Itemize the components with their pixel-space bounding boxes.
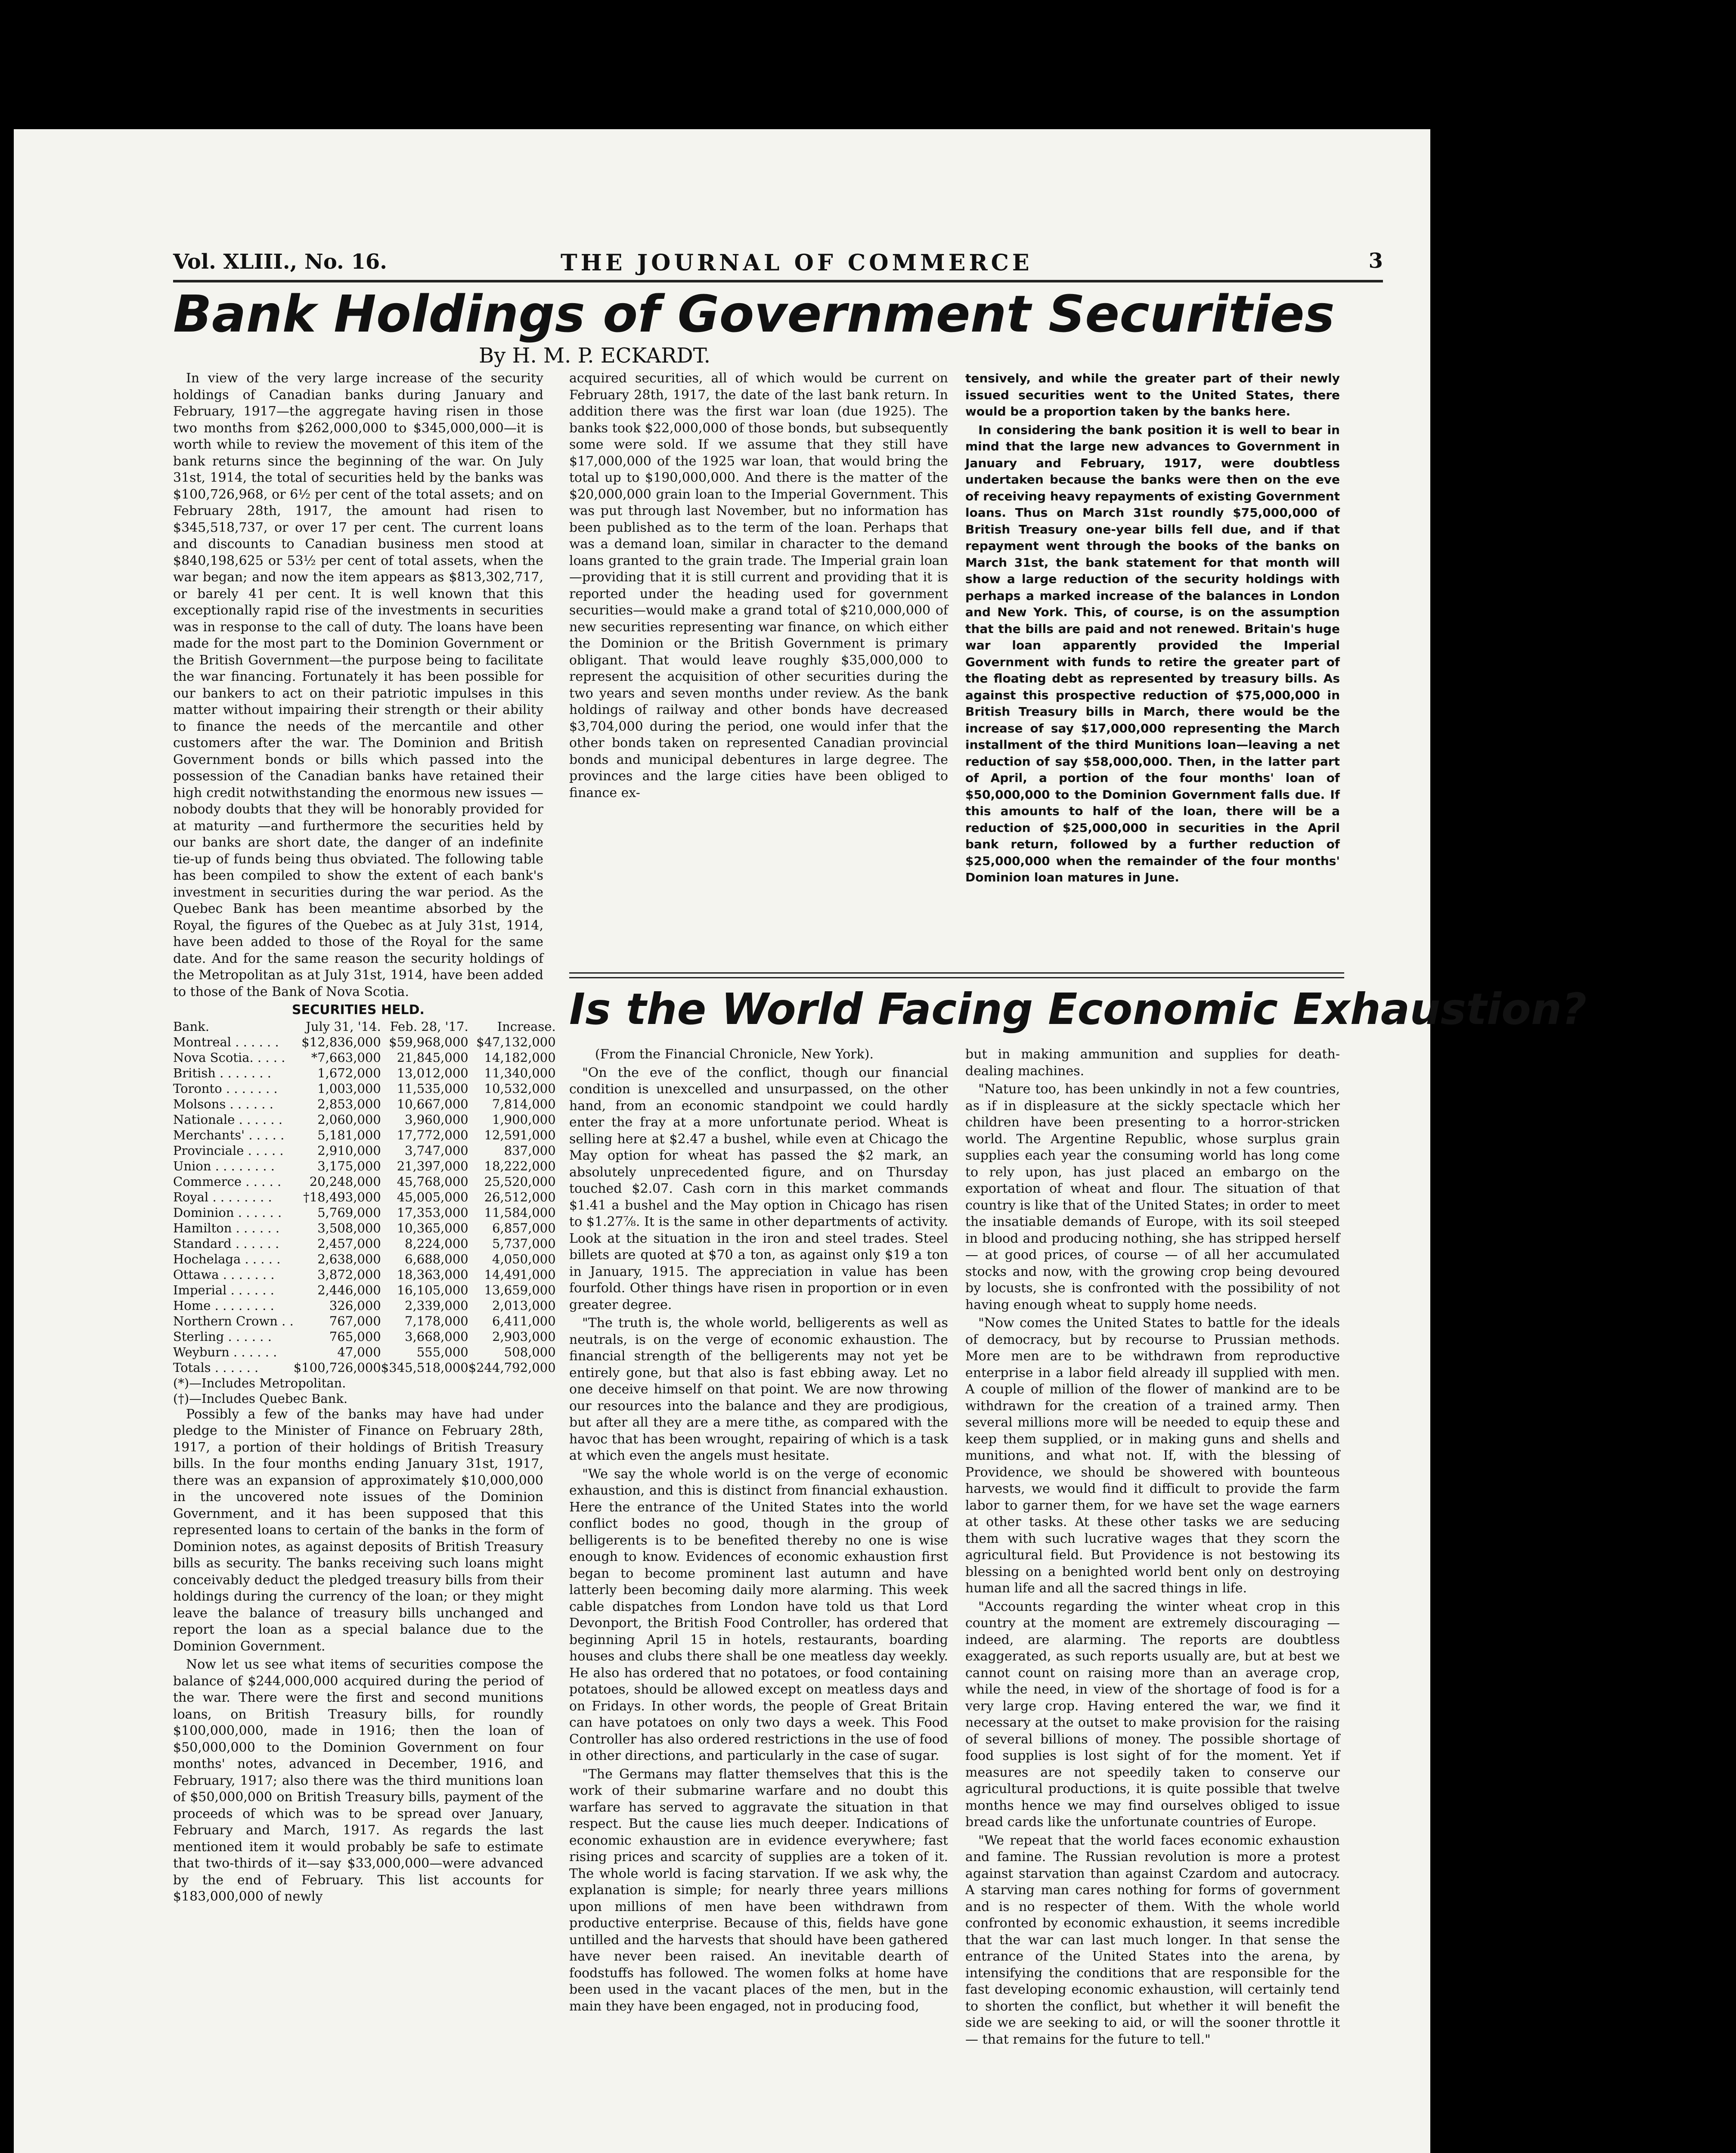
bank-name-cell: Commerce . . . . . [173,1174,282,1189]
page-header [173,245,1383,282]
table-row [173,1050,556,1065]
holding-1917-cell: 21,845,000 [397,1050,468,1065]
table-row [173,1282,556,1298]
increase-cell: 10,532,000 [484,1081,556,1096]
table-row [173,1360,556,1375]
increase-cell: 2,903,000 [492,1329,556,1344]
bank-name-cell: Ottawa . . . . . . . [173,1267,275,1282]
increase-cell: 1,900,000 [492,1112,556,1127]
article2-paragraph-8: "Accounts regarding the winter wheat crop in this country at the moment are extremely discouraging — indeed, are alarming. The reports are doubtless exaggerated, as such reports usually are, but at best we cannot count on raising more than an average crop, while the need, in view of the shortage of food is for a very large crop. Having entered the war, we find it necessary at the outset to make provision for the raising of several billions of money. The possible shortage of food supplies is lost sight of for the moment. Yet if measures are not speedily taken to conserve our agricultural productions, it is quite possible that twelve months hence we may find ourselves obliged to issue bread cards like the unfortunate countries of Europe. [965,1599,1340,1830]
table-header-increase: Increase. [497,1019,556,1034]
bank-name-cell: Merchants' . . . . . [173,1127,285,1142]
table-row [173,1329,556,1344]
holding-1914-cell: 5,181,000 [317,1127,381,1142]
table-header-1914: July 31, '14. [306,1019,381,1034]
holding-1914-cell: 3,175,000 [317,1158,381,1173]
bank-name-cell: Imperial . . . . . . [173,1282,275,1297]
increase-cell: 11,584,000 [484,1205,556,1220]
increase-cell: 7,814,000 [492,1096,556,1111]
article1-paragraph-intro: In view of the very large increase of the security holdings of Canadian banks during January and February, 1917—the aggregate having risen in those two months from $262,000,000 to $345,000,000—it is worth while to review the movement of this item of the bank returns since the beginning of the war. On July 31st, 1914, the total of securities held by the banks was $100,726,968, or 6½ per cent of the total assets; and on February 28th, 1917, the amount had risen to $345,518,737, or over 17 per cent. The current loans and discounts to Canadian business men stood at $840,198,625 or 53½ per cent of total assets, when the war began; and now the item appears as $813,302,717, or barely 41 per cent. It is well known that this exceptionally rapid rise of the investments in securities was in response to the call of duty. The loans have been made for the most part to the Dominion Government or the British Government—the purpose being to facilitate the war financing. Fortunately it has been possible for our bankers to act on their patriotic impulses in this matter without impairing their strength or their ability to finance the needs of the mercantile and other customers after the war. The Dominion and British Government bonds or bills which passed into the possession of the Canadian banks have retained their high credit notwithstanding the enormous new issues — nobody doubts that they will be honorably provided for at maturity —and furthermore the securities held by our banks are short date, the danger of an indefinite tie-up of funds being thus obviated. The following table has been compiled to show the extent of each bank's investment in securities during the war period. As the Quebec Bank has been meantime absorbed by the Royal, the figures of the Quebec as at July 31st, 1914, have been added to those of the Royal for the same date. And for the same reason the security holdings of the Metropolitan as at July 31st, 1914, have been added to those of the Bank of Nova Scotia. [173,371,543,999]
holding-1914-cell: 2,060,000 [317,1112,381,1127]
holding-1914-cell: *7,663,000 [311,1050,381,1065]
bank-name-cell: Northern Crown . . [173,1313,294,1328]
table-row [173,1220,556,1236]
footnote-quebec: (†)—Includes Quebec Bank. [173,1391,348,1406]
bank-name-cell: Union . . . . . . . . [173,1158,275,1173]
holding-1914-cell: 3,872,000 [317,1267,381,1282]
holding-1917-cell: 555,000 [416,1344,468,1359]
increase-cell: 2,013,000 [492,1298,556,1313]
increase-cell: 6,857,000 [492,1220,556,1235]
increase-cell: 5,737,000 [492,1236,556,1251]
increase-cell: 4,050,000 [492,1251,556,1266]
article1-paragraph-extensively: tensively, and while the greater part of their newly issued securities went to the United States, there would be a proportion taken by the banks here. [965,371,1340,419]
article1-column-2 [569,370,948,969]
holding-1917-cell: 11,535,000 [397,1081,468,1096]
article1-paragraph-considering: In considering the bank position it is well to bear in mind that the large new advances to Government in January and February, 1917, were doubtless undertaken because the banks were then on the eve of receiving heavy repayments of existing Government loans. Thus on March 31st roundly $75,000,000 of British Treasury one-year bills fell due, and if that repayment went through the books of the banks on March 31st, the bank statement for that month will show a large reduction of the security holdings with perhaps a marked increase of the balances in London and New York. This, of course, is on the assumption that the bills are paid and not renewed. Britain's huge war loan apparently provided the Imperial Government with funds to retire the greater part of the floating debt as represented by treasury bills. As against this prospective reduction of $75,000,000 in British Treasury bills in March, there would be the increase of say $17,000,000 representing the March installment of the third Munitions loan—leaving a net reduction of say $58,000,000. Then, in the latter part of April, a portion of the four months' loan of $50,000,000 to the Dominion Government falls due. If this amounts to half of the loan, there will be a reduction of $25,000,000 in securities in the April bank return, followed by a further reduction of $25,000,000 when the remainder of the four months' Dominion loan matures in June. [965,422,1340,884]
holding-1914-cell: $100,726,000 [293,1360,381,1375]
holding-1914-cell: 1,003,000 [317,1081,381,1096]
holding-1914-cell: 2,910,000 [317,1143,381,1158]
table-row [173,1236,556,1251]
holding-1917-cell: 6,688,000 [405,1251,468,1266]
securities-table [173,1019,556,1375]
bank-name-cell: Sterling . . . . . . [173,1329,272,1344]
bank-name-cell: Toronto . . . . . . . [173,1081,278,1096]
increase-cell: 18,222,000 [484,1158,556,1173]
holding-1917-cell: 3,668,000 [405,1329,468,1344]
holding-1914-cell: 2,457,000 [317,1236,381,1251]
holding-1917-cell: 10,365,000 [397,1220,468,1235]
table-header-row [173,1019,556,1034]
holding-1917-cell: 17,772,000 [397,1127,468,1142]
increase-cell: 25,520,000 [484,1174,556,1189]
table-row [173,1065,556,1081]
holding-1917-cell: 16,105,000 [397,1282,468,1297]
table-row [173,1143,556,1158]
bank-name-cell: Hochelaga . . . . . [173,1251,281,1266]
article2-column-2 [965,1046,1340,2153]
table-header-1917: Feb. 28, '17. [390,1019,468,1034]
increase-cell: 11,340,000 [484,1065,556,1080]
holding-1917-cell: 17,353,000 [397,1205,468,1220]
article2-headline: Is the World Facing Economic Exhaustion? [569,984,1587,1034]
bank-name-cell: Standard . . . . . . [173,1236,279,1251]
holding-1917-cell: 21,397,000 [397,1158,468,1173]
table-row [173,1034,556,1050]
table-row [173,1096,556,1112]
holding-1917-cell: 45,005,000 [397,1189,468,1204]
bank-name-cell: Provinciale . . . . . [173,1143,284,1158]
article1-paragraph-pledge: Possibly a few of the banks may have had under pledge to the Minister of Finance on February 28th, 1917, a portion of their holdings of British Treasury bills. In the four months ending January 31st, 1917, there was an expansion of approximately $10,000,000 in the uncovered note issues of the Dominion Government, and it has been supposed that this represented loans to certain of the banks in the form of Dominion notes, as against deposits of British Treasury bills as security. The banks receiving such loans might conceivably deduct the pledged treasury bills from their holdings during the currency of the loan; or they might leave the balance of treasury bills unchanged and report the loan as a special balance due to the Dominion Government. [173,1406,543,1654]
holding-1914-cell: 3,508,000 [317,1220,381,1235]
table-row [173,1174,556,1189]
bank-name-cell: Hamilton . . . . . . [173,1220,280,1235]
bank-name-cell: Molsons . . . . . . [173,1096,273,1111]
increase-cell: 508,000 [504,1344,556,1359]
article2-paragraph-6: "Nature too, has been unkindly in not a few countries, as if in displeasure at the sickly spectacle which her children have been presenting to a horror-stricken world. The Argentine Republic, whose surplus grain supplies each year the consuming world has long come to rely upon, has just placed an embargo on the exportation of wheat and flour. The situation of that country is like that of the United States; in order to meet the insatiable demands of Europe, with its soil steeped in blood and producing nothing, she has stripped herself — at good prices, of course — of all her accumulated stocks and now, with the growing crop being devoured by locusts, she is confronted with the possibility of not having enough wheat to supply home needs. [965,1082,1340,1312]
bank-name-cell: Nationale . . . . . . [173,1112,283,1127]
bank-name-cell: Totals . . . . . . [173,1360,259,1375]
increase-cell: 12,591,000 [484,1127,556,1142]
holding-1917-cell: 8,224,000 [405,1236,468,1251]
increase-cell: 14,182,000 [484,1050,556,1065]
bank-name-cell: British . . . . . . . [173,1065,271,1080]
holding-1917-cell: 2,339,000 [405,1298,468,1313]
holding-1914-cell: 47,000 [337,1344,381,1359]
bank-name-cell: Home . . . . . . . . [173,1298,274,1313]
article1-byline: By H. M. P. ECKARDT. [479,344,710,368]
increase-cell: 14,491,000 [484,1267,556,1282]
table-row [173,1251,556,1267]
increase-cell: 837,000 [504,1143,556,1158]
newspaper-page [14,129,1587,2153]
bank-name-cell: Weyburn . . . . . . [173,1344,277,1359]
table-row [173,1158,556,1174]
article2-paragraph-2: "The truth is, the whole world, belligerents as well as neutrals, is on the verge of economic exhaustion. The financial strength of the belligerents may not yet be entirely gone, but that also is fast ebbing away. Let no one deceive himself on that point. We are now throwing our resources into the balance and they are prodigious, but after all they are a mere tithe, as compared with the havoc that has been wrought, repairing of which is a task at which even the angels must hesitate. [569,1315,948,1463]
table-row [173,1344,556,1360]
increase-cell: 13,659,000 [484,1282,556,1297]
holding-1917-cell: 13,012,000 [397,1065,468,1080]
table-row [173,1127,556,1143]
increase-cell: 26,512,000 [484,1189,556,1204]
article2-paragraph-3: "We say the whole world is on the verge of economic exhaustion, and this is distinct from financial exhaustion. Here the entrance of the United States into the world conflict bodes no good, though in the group of belligerents is to be benefited thereby no one is wise enough to know. Evidences of economic exhaustion first began to become prominent last autumn and have latterly been becoming daily more alarming. This week cable dispatches from London have told us that Lord Devonport, the British Food Controller, has ordered that beginning April 15 in hotels, restaurants, boarding houses and clubs there shall be one meatless day weekly. He also has ordered that no potatoes, or food containing potatoes, should be allowed except on meatless days and on Fridays. In other words, the people of Great Britain can have potatoes on only two days a week. This Food Controller has also ordered restrictions in the use of food in other directions, and particularly in the case of sugar. [569,1466,948,1763]
article2-paragraph-5: but in making ammunition and supplies for death-dealing machines. [965,1047,1340,1079]
holding-1914-cell: $12,836,000 [301,1034,381,1049]
holding-1914-cell: 2,638,000 [317,1251,381,1266]
holding-1914-cell: 326,000 [329,1298,381,1313]
footnote-metropolitan: (*)—Includes Metropolitan. [173,1375,346,1390]
article2-paragraph-1: "On the eve of the conflict, though our financial condition is unexcelled and unsurpassed, on the other hand, from an economic standpoint we could hardly enter the fray at a more unfortunate period. Wheat is selling here at $2.47 a bushel, while even at Chicago the May option for wheat has passed the $2 mark, an absolutely unprecedented figure, and on Thursday touched $2.07. Cash corn in this market commands $1.41 a bushel and the May option in Chicago has risen to $1.27⅞. It is the same in other departments of activity. Look at the situation in the iron and steel trades. Steel billets are quoted at $70 a ton, as against only $19 a ton in January, 1915. The appreciation in value has been fourfold. Other things have risen in proportion or in even greater degree. [569,1065,948,1312]
holding-1914-cell: †18,493,000 [303,1189,381,1204]
article2-column-1 [569,1046,948,2153]
table-row [173,1112,556,1127]
holding-1917-cell: 7,178,000 [405,1313,468,1328]
holding-1917-cell: 45,768,000 [397,1174,468,1189]
page-number: 3 [1368,249,1383,273]
article2-paragraph-4: "The Germans may flatter themselves that this is the work of their submarine warfare and no doubt this warfare has served to aggravate the situation in that respect. But the cause lies much deeper. Indications of economic exhaustion are in evidence everywhere; fast rising prices and scarcity of supplies are a token of it. The whole world is facing starvation. If we ask why, the explanation is simple; for nearly three years millions upon millions of men have been withdrawn from productive enterprise. Because of this, fields have gone untilled and the harvests that should have been gathered have never been raised. An inevitable dearth of foodstuffs has followed. The women folks at home have been used in the vacant places of the men, but in the main they have been engaged, not in producing food, [569,1766,948,2014]
holding-1917-cell: 18,363,000 [397,1267,468,1282]
holding-1914-cell: 2,446,000 [317,1282,381,1297]
holding-1914-cell: 20,248,000 [309,1174,381,1189]
table-row [173,1189,556,1205]
article2-paragraph-9: "We repeat that the world faces economic exhaustion and famine. The Russian revolution is more a protest against starvation than against Czardom and autocracy. A starving man cares nothing for forms of government and is no respecter of them. With the whole world confronted by economic exhaustion, it seems incredible that the war can last much longer. In that sense the entrance of the United States into the arena, by intensifying the conditions that are responsible for the fast developing economic exhaustion, will certainly tend to shorten the conflict, but whether it will benefit the side we are seeking to aid, or will the sooner throttle it — that remains for the future to tell." [965,1833,1340,2047]
holding-1917-cell: 3,960,000 [405,1112,468,1127]
article1-headline: Bank Holdings of Government Securities [173,284,1335,344]
bank-name-cell: Dominion . . . . . . [173,1205,282,1220]
securities-table-body [173,1034,556,1375]
holding-1917-cell: 10,667,000 [397,1096,468,1111]
journal-title: THE JOURNAL OF COMMERCE [561,250,1033,276]
article1-column-3 [965,370,1340,969]
holding-1914-cell: 1,672,000 [317,1065,381,1080]
table-header-bank: Bank. [173,1019,210,1034]
article1-paragraph-items: Now let us see what items of securities compose the balance of $244,000,000 acquired during the period of the war. There were the first and second munitions loans, on British Treasury bills, for roundly $100,000,000, made in 1916; then the loan of $50,000,000 to the Dominion Government on four months' notes, advanced in December, 1916, and February, 1917; also there was the third munitions loan of $50,000,000 on British Treasury bills, payment of the proceeds of which was to be spread over January, February and March, 1917. As regards the last mentioned item it would probably be safe to estimate that two-thirds of it—say $33,000,000—were advanced by the end of February. This list accounts for $183,000,000 of newly [173,1657,543,1904]
securities-table-title: SECURITIES HELD. [292,1002,425,1018]
bank-name-cell: Montreal . . . . . . [173,1034,279,1049]
holding-1917-cell: $345,518,000 [381,1360,468,1375]
table-row [173,1298,556,1313]
holding-1914-cell: 2,853,000 [317,1096,381,1111]
holding-1914-cell: 767,000 [329,1313,381,1328]
volume-number: Vol. XLIII., No. 16. [173,250,387,274]
article1-column-1 [173,370,556,2153]
bank-name-cell: Royal . . . . . . . . [173,1189,272,1204]
article1-paragraph-acquired: acquired securities, all of which would be current on February 28th, 1917, the date of the last bank return. In addition there was the first war loan (due 1925). The banks took $22,000,000 of those bonds, but subsequently some were sold. If we assume that they still have $17,000,000 of the 1925 war loan, that would bring the total up to $190,000,000. And there is the matter of the $20,000,000 grain loan to the Imperial Government. This was put through last November, but no information has been published as to the term of the loan. Perhaps that was a demand loan, similar in character to the demand loans granted to the grain trade. The Imperial grain loan—providing that it is still current and providing that it is reported under the heading used for government securities—would make a grand total of $210,000,000 of new securities representing war finance, on which either the Dominion or the British Government is primary obligant. That would leave roughly $35,000,000 to represent the acquisition of other securities during the two years and seven months under review. As the bank holdings of railway and other bonds have decreased $3,704,000 during the period, one would infer that the other bonds taken on represented Canadian provincial bonds and municipal debentures in large degree. The provinces and the large cities have been obliged to finance ex- [569,371,948,800]
table-row [173,1267,556,1282]
bank-name-cell: Nova Scotia. . . . . [173,1050,285,1065]
article2-paragraph-7: "Now comes the United States to battle for the ideals of democracy, but by recourse to Prussian methods. More men are to be withdrawn from reproductive enterprise in a labor field already ill supplied with men. A couple of million of the flower of mankind are to be withdrawn for the creation of a trained army. Then several millions more will be needed to equip these and keep them supplied, or in making guns and shells and munitions, and what not. If, with the blessing of Providence, we should be showered with bounteous harvests, we would find it difficult to provide the farm labor to garner them, for we have set the wage earners at other tasks. At these other tasks we are seducing them with such lucrative wages that they scorn the agricultural field. But Providence is not bestowing its blessing on a benighted world bent only on destroying human life and all the sacred things in life. [965,1315,1340,1596]
holding-1914-cell: 765,000 [329,1329,381,1344]
holding-1914-cell: 5,769,000 [317,1205,381,1220]
table-row [173,1081,556,1096]
article2-source: (From the Financial Chronicle, New York). [595,1047,874,1062]
holding-1917-cell: $59,968,000 [389,1034,468,1049]
section-divider [569,972,1344,978]
table-row [173,1205,556,1220]
increase-cell: $47,132,000 [476,1034,556,1049]
holding-1917-cell: 3,747,000 [405,1143,468,1158]
table-row [173,1313,556,1329]
increase-cell: $244,792,000 [468,1360,556,1375]
increase-cell: 6,411,000 [492,1313,556,1328]
